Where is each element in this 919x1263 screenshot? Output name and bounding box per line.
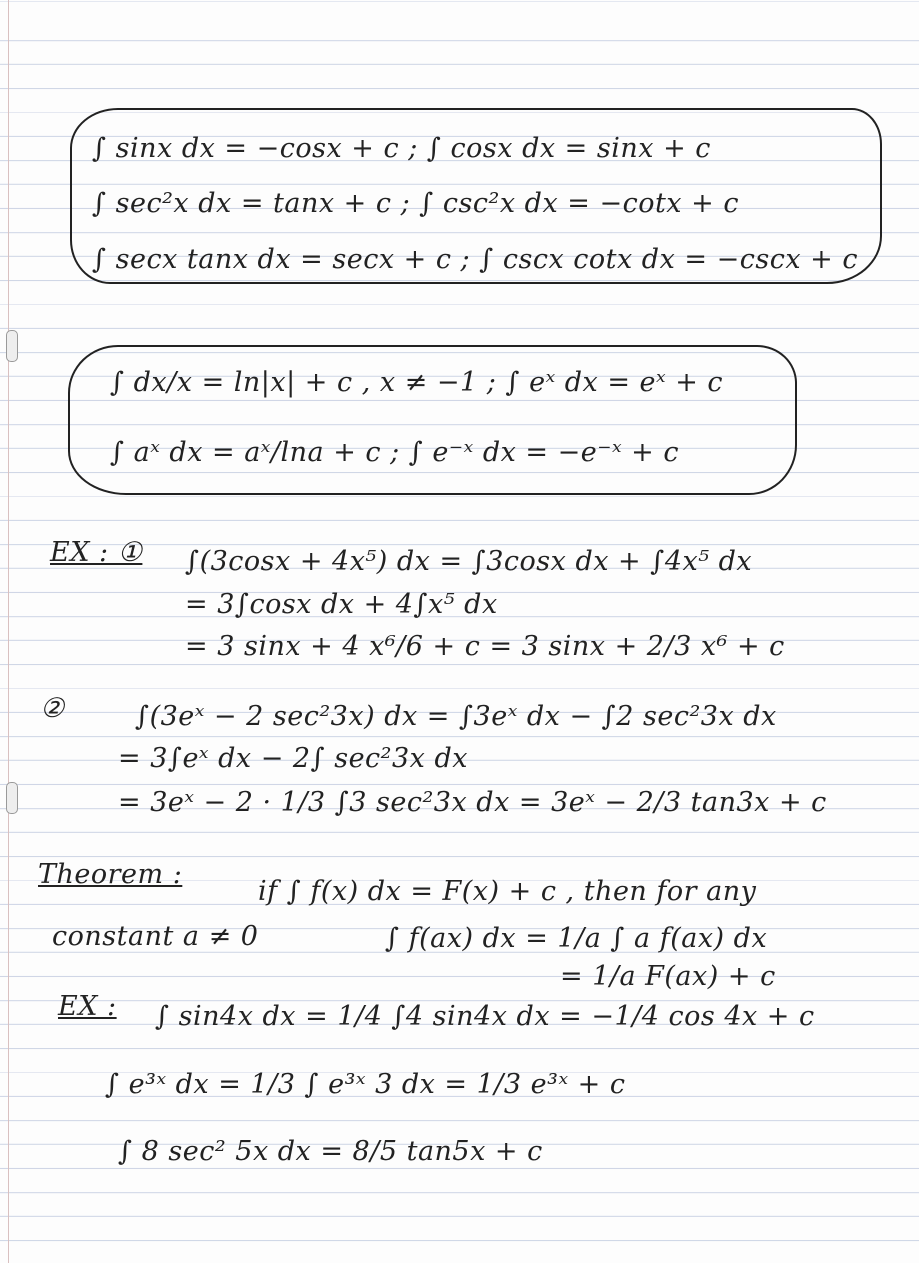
theorem-line-1: if ∫ f(x) dx = F(x) + c , then for any (258, 876, 757, 907)
formula-trig-line-2: ∫ sec²x dx = tanx + c ; ∫ csc²x dx = −cotx + c (92, 188, 739, 219)
formula-trig-line-3: ∫ secx tanx dx = secx + c ; ∫ cscx cotx dx = −cscx + c (92, 244, 858, 275)
formula-trig-line-1: ∫ sinx dx = −cosx + c ; ∫ cosx dx = sinx + c (92, 133, 711, 164)
theorem-label: Theorem : (38, 859, 183, 890)
binder-hole (6, 330, 18, 362)
example-3-label: EX : (58, 991, 117, 1022)
formula-exp-line-1: ∫ dx/x = ln|x| + c , x ≠ −1 ; ∫ eˣ dx = eˣ + c (110, 367, 724, 398)
example-1-line-3: = 3 sinx + 4 x⁶/6 + c = 3 sinx + 2/3 x⁶ + c (185, 631, 785, 662)
example-1-line-1: ∫(3cosx + 4x⁵) dx = ∫3cosx dx + ∫4x⁵ dx (185, 546, 753, 577)
example-1-label: EX : ① (50, 537, 143, 568)
example-3-line-3: ∫ 8 sec² 5x dx = 8/5 tan5x + c (118, 1136, 543, 1167)
example-2-line-3: = 3eˣ − 2 · 1/3 ∫3 sec²3x dx = 3eˣ − 2/3 tan3x + c (118, 787, 827, 818)
theorem-line-2-right: ∫ f(ax) dx = 1/a ∫ a f(ax) dx (385, 923, 768, 954)
example-1-line-2: = 3∫cosx dx + 4∫x⁵ dx (185, 589, 498, 620)
theorem-line-2-left: constant a ≠ 0 (52, 921, 259, 952)
example-2-line-2: = 3∫eˣ dx − 2∫ sec²3x dx (118, 743, 469, 774)
binder-hole (6, 782, 18, 814)
theorem-line-3: = 1/a F(ax) + c (560, 961, 776, 992)
formula-exp-line-2: ∫ aˣ dx = aˣ/lna + c ; ∫ e⁻ˣ dx = −e⁻ˣ + c (110, 437, 679, 468)
margin-line (8, 0, 9, 1263)
example-3-line-1: ∫ sin4x dx = 1/4 ∫4 sin4x dx = −1/4 cos 4x + c (155, 1001, 815, 1032)
example-3-line-2: ∫ e³ˣ dx = 1/3 ∫ e³ˣ 3 dx = 1/3 e³ˣ + c (105, 1069, 626, 1100)
example-2-line-1: ∫(3eˣ − 2 sec²3x) dx = ∫3eˣ dx − ∫2 sec²3x dx (135, 701, 777, 732)
example-2-label: ② (40, 693, 65, 724)
